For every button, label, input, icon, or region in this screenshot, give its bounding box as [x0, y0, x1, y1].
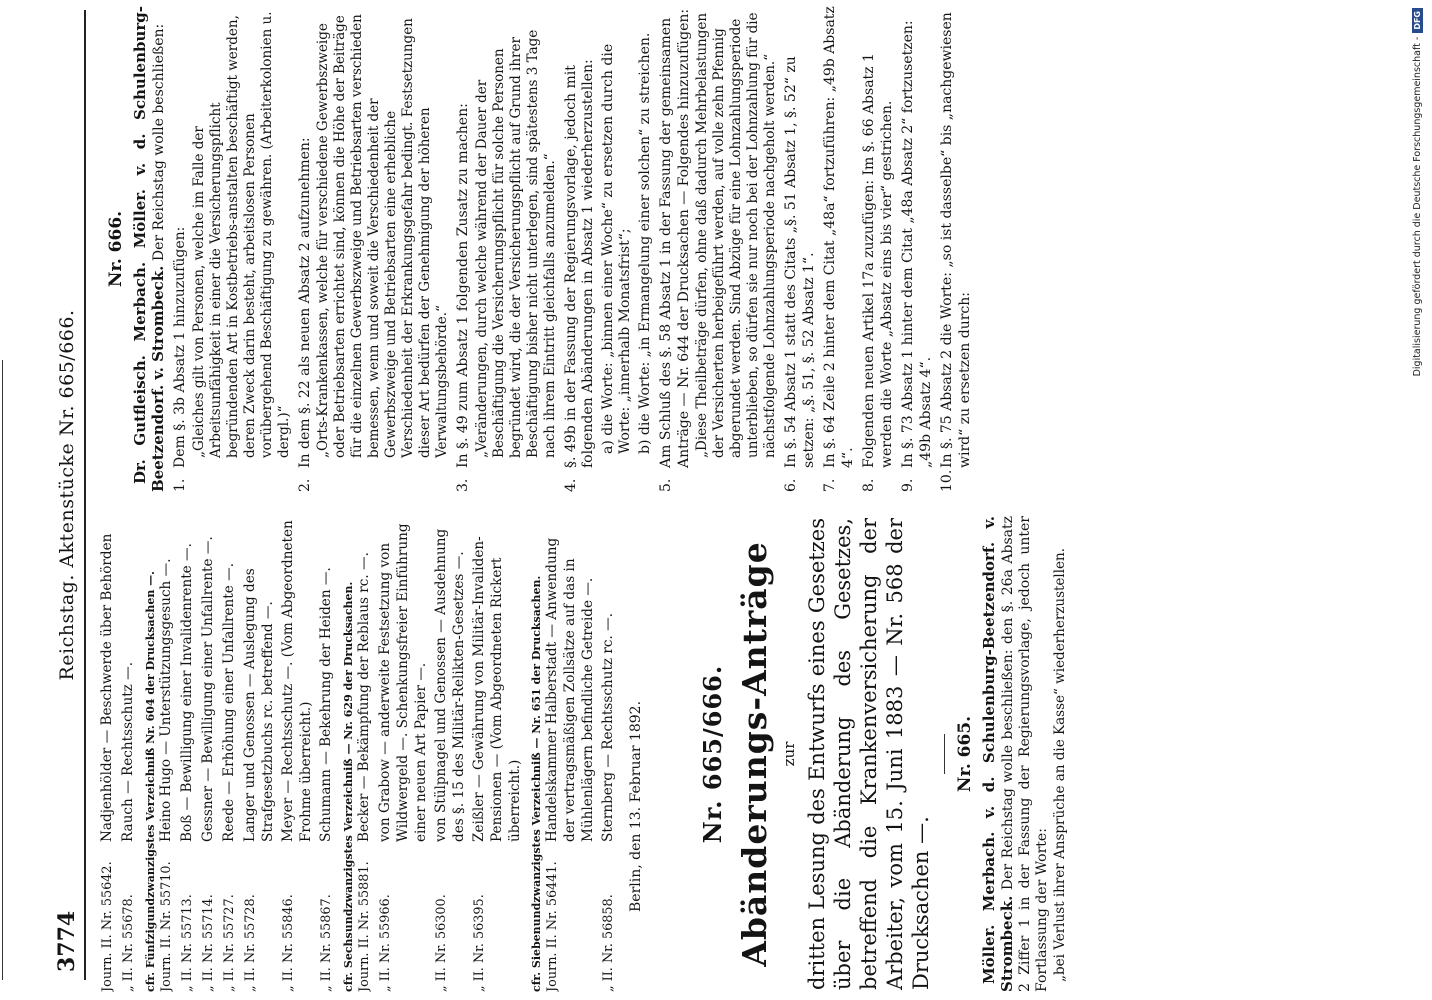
amendment-item [900, 6, 935, 492]
amendment-item [455, 6, 559, 492]
amendment-item [822, 6, 857, 492]
petition-row [432, 516, 468, 992]
dfg-logo: DFG [1412, 8, 1423, 33]
item-quote: „Diese Theilbeträge dürfen, ohne daß dadurch Mehrbelastungen der Versicherten herbeigeführt werden, auf volle zehn Pfennig abgerundet werden. Sind Abzüge für eine Lohnzahlungsperiode unterblieben, so dürfen sie nur noch bei der Lohnzahlung für die nächstfolgende Lohnzahlungsperiode nachgeholt werden.“ [694, 12, 778, 458]
item-text: In §. 49 zum Absatz 1 folgenden Zusatz zu machen: [455, 103, 471, 468]
journal-number: „ II. Nr. 55867. [319, 894, 334, 992]
left-column [98, 516, 1418, 992]
journal-number: „ II. Nr. 55678. [121, 894, 136, 992]
item-text: In dem §. 22 als neuen Absatz 2 aufzunehmen: [296, 137, 313, 468]
petition-text: Reede — Erhöhung einer Unfallrente —. [221, 562, 237, 842]
item-text: In §. 75 Absatz 2 die Worte: „so ist dasselbe“ bis „nachgewiesen wird“ zu ersetzen durch: [939, 12, 973, 468]
section-divider [944, 734, 945, 774]
item-text: In §. 73 Absatz 1 hinter dem Citat „48a Absatz 2“ fortzusetzen: „49b Absatz 4“. [900, 20, 934, 468]
item-number: 1. [172, 478, 188, 492]
petition-text: von Grabow — anderweite Festsetzung von Wildwergeld —. Schenkungsfreier Einführung einer neuen Art Papier —. [377, 523, 429, 842]
motion-665-names: Möller. Merbach. v. d. Schulenburg-Beetzendorf. v. Strombeck. [980, 516, 1016, 992]
motion-665-number: Nr. 665. [955, 715, 975, 793]
item-number: 6. [783, 478, 799, 492]
item-body [172, 6, 293, 468]
signature-line: Berlin, den 13. Februar 1892. [628, 700, 644, 912]
amendment-item [783, 6, 818, 492]
motion-666-number: Nr. 666. [106, 210, 126, 288]
petition-row [355, 516, 374, 992]
journal-number: Journ. II. Nr. 55710. [159, 861, 174, 992]
page-header [48, 10, 86, 980]
petition-row [199, 516, 218, 992]
register-reference: cfr. Fünfzigundzwanzigstes Verzeichniß Nr. 604 der Drucksachen —. [144, 570, 157, 992]
journal-number: „ II. Nr. 55727. [222, 894, 237, 992]
journal-number: „ II. Nr. 55966. [378, 894, 393, 992]
journal-number: Journ. II. Nr. 55881. [357, 861, 372, 992]
petition-text: von Stülpnagel und Genossen — Ausdehnung des §. 15 des Militär-Relikten-Gesetzes —. [433, 528, 467, 842]
item-number: 10. [939, 469, 955, 492]
journal-number: „ II. Nr. 55846. [281, 894, 296, 992]
motion-666-movers-line [132, 6, 168, 492]
journal-number: „ II. Nr. 56300. [434, 894, 449, 992]
right-column [98, 6, 1418, 492]
petition-row [98, 516, 117, 992]
amendment-item [563, 6, 655, 492]
item-text: In §. 64 Zeile 2 hinter dem Citat „48a“ fortzuführen: „49b Absatz 4“. [822, 6, 856, 468]
petition-row [470, 516, 524, 992]
journal-number: „ II. Nr. 56858. [601, 894, 616, 992]
item-body [861, 6, 896, 468]
petition-row [599, 516, 618, 992]
amendment-item [297, 6, 452, 492]
item-text: Dem §. 3b Absatz 1 hinzuzufügen: [172, 226, 188, 468]
item-subclause: b) die Worte: „in Ermangelung einer solchen“ zu streichen. [636, 32, 653, 454]
item-text: §. 49b in der Fassung der Regierungsvorlage, jedoch mit folgenden Abänderungen in Absatz 1 wiederherzustellen: [562, 59, 596, 468]
petition-list [98, 516, 618, 992]
document-number: Nr. 665/666. [698, 664, 727, 844]
petition-text: Rauch — Rechtsschutz —. [120, 661, 136, 842]
amendment-list [172, 6, 974, 492]
register-reference: cfr. Sechsundzwanzigstes Verzeichniß — Nr. 629 der Drucksachen. [342, 581, 355, 992]
petition-row [220, 516, 239, 992]
journal-number: „ II. Nr. 56395. [472, 894, 487, 992]
item-number: 7. [822, 478, 838, 492]
digitization-credit [1412, 8, 1423, 992]
item-quote: „Veränderungen, durch welche während der Dauer der Beschäftigung die Versicherungspflicht für solche Personen begründet wird, die der Versicherungspflicht auf Grund ihrer Beschäftigung bisher nicht unterlegen, sind spätestens 3 Tage nach ihrem Eintritt gleichfalls anzumelden.“ [473, 29, 558, 458]
item-number: 3. [455, 478, 471, 492]
amendment-item [172, 6, 293, 492]
journal-number: Journ. II. Nr. 56441. [545, 861, 560, 992]
item-quote: „Orts-Krankenkassen, welche für verschiedene Gewerbszweige oder Betriebsarten errichtet sind, können die Höhe der Beiträge für die einzelnen Gewerbszweige und Betriebsarten verschieden bemessen, wenn und soweit die Verschiedenheit der Gewerbszweige und Betriebsarten eine erhebliche Verschiedenheit der Erkrankungsgefahr bedingt. Festsetzungen dieser Art bedürfen der Genehmigung der höheren Verwaltungsbehörde.“ [315, 14, 450, 458]
petition-text: Gessner — Bewilligung einer Unfallrente —. [200, 536, 216, 842]
motion-665-text: Der Reichstag wolle beschließen: den §. 26a Absatz 2 Ziffer 1 in der Fassung der Regierungsvorlage, jedoch unter Fortlassung der Worte: [1000, 516, 1050, 992]
item-quote: „Gleiches gilt von Personen, welche im Falle der Arbeitsunfähigkeit in einer die Versicherungspflicht begründenden Art in Kostbetriebs-anstalten beschäftigt werden, deren Zweck darin besteht, arbeitslosen Personen vorübergehend Beschäftigung zu gewähren. (Arbeiterkolonien u. dergl.)“ [190, 11, 292, 458]
petition-row [376, 516, 430, 992]
petition-text: Becker — Bekämpfung der Reblaus rc. —. [356, 552, 372, 842]
petition-text: Meyer — Rechtsschutz —. (Vom Abgeordneten Frohme überreicht.) [280, 520, 314, 842]
petition-text: Handelskammer Halberstadt — Anwendung der vertragsmäßigen Zollsätze auf das in Mühlenlägern befindliche Getreide —. [544, 537, 596, 842]
item-body [658, 6, 779, 468]
top-rule [2, 360, 3, 980]
motion-665-movers [981, 516, 1051, 992]
bill-title: dritten Lesung des Entwurfs eines Gesetzes über die Abänderung des Gesetzes, betreffend die Krankenversicherung der Arbeiter, vom 15. Juni 1883 — Nr. 568 der Drucksachen —. [805, 518, 933, 990]
item-number: 2. [296, 478, 313, 492]
petition-text: Boß — Bewilligung einer Invalidenrente —. [179, 543, 195, 842]
petition-text: Zeißler — Gewährung von Militär-Invaliden-Pensionen — (Vom Abgeordneten Rickert überreicht.) [471, 536, 523, 842]
petition-text: Schumann — Bekehrung der Heiden —. [318, 567, 334, 842]
page-number: 3774 [54, 910, 80, 972]
item-body [900, 6, 935, 468]
motion-665-quote: „bei Verlust ihrer Ansprüche an die Kasse“ wiederherzustellen. [1052, 547, 1068, 982]
petition-text: Langer und Genossen — Auslegung des Strafgesetzbuchs rc. betreffend —. [242, 568, 276, 842]
petition-text: Heino Hugo — Unterstützungsgesuch —. [158, 558, 174, 842]
item-body [939, 6, 974, 468]
item-body [822, 6, 857, 468]
amendment-item [658, 6, 779, 492]
item-number: 5. [658, 478, 674, 492]
item-text: In §. 54 Absatz 1 statt des Citats „§. 51 Absatz 1, §. 52“ zu setzen: „§. 51, §. 52 Absatz 1“. [783, 56, 817, 468]
amendment-item [939, 6, 974, 492]
heading-connector: zur [780, 741, 798, 767]
petition-row [157, 516, 176, 992]
item-body [297, 6, 452, 468]
item-body [455, 6, 559, 468]
motion-666-intro: Der Reichstag wolle beschließen: [151, 23, 167, 262]
petition-row [241, 516, 277, 992]
item-body [563, 6, 655, 468]
journal-number: „ II. Nr. 55714. [201, 894, 216, 992]
item-number: 4. [562, 478, 579, 492]
petition-text: Sternberg — Rechtsschutz rc. —. [600, 612, 616, 842]
document-heading: Abänderungs-Anträge [735, 541, 774, 967]
item-number: 8. [861, 478, 877, 492]
petition-text: Nadjenhölder — Beschwerde über Behörden [99, 533, 115, 842]
item-text: Am Schluß des §. 58 Absatz 1 in der Fassung der gemeinsamen Anträge — Nr. 644 der Drucksachen — Folgendes hinzuzufügen: [658, 8, 692, 468]
page-title: Reichstag. Aktenstücke Nr. 665/666. [56, 309, 78, 681]
register-reference: cfr. Siebenundzwanzigstes Verzeichniß — Nr. 651 der Drucksachen. [530, 575, 543, 992]
petition-row [317, 516, 336, 992]
petition-row [543, 516, 597, 992]
motion-666-names: Dr. Gutfleisch. Merbach. Möller. v. d. Schulenburg-Beetzendorf. v. Strombeck. [131, 6, 167, 492]
credit-text: Digitalisierung gefördert durch die Deutsche Forschungsgemeinschaft - [1412, 36, 1423, 377]
item-body [783, 6, 818, 468]
journal-number: „ II. Nr. 55728. [243, 894, 258, 992]
item-number: 9. [900, 478, 916, 492]
petition-row [279, 516, 315, 992]
journal-number: „ II. Nr. 55713. [180, 894, 195, 992]
amendment-item [861, 6, 896, 492]
journal-number: Journ. II. Nr. 55642. [100, 861, 115, 992]
petition-row [119, 516, 138, 992]
item-text: Folgenden neuen Artikel 17a zuzufügen: Im §. 66 Absatz 1 werden die Worte „Absatz eins bis vier“ gestrichen. [861, 53, 895, 468]
petition-row [178, 516, 197, 992]
item-subclause: a) die Worte: „binnen einer Woche“ zu ersetzen durch die Worte: „innerhalb Monatsfrist“; [599, 43, 633, 454]
